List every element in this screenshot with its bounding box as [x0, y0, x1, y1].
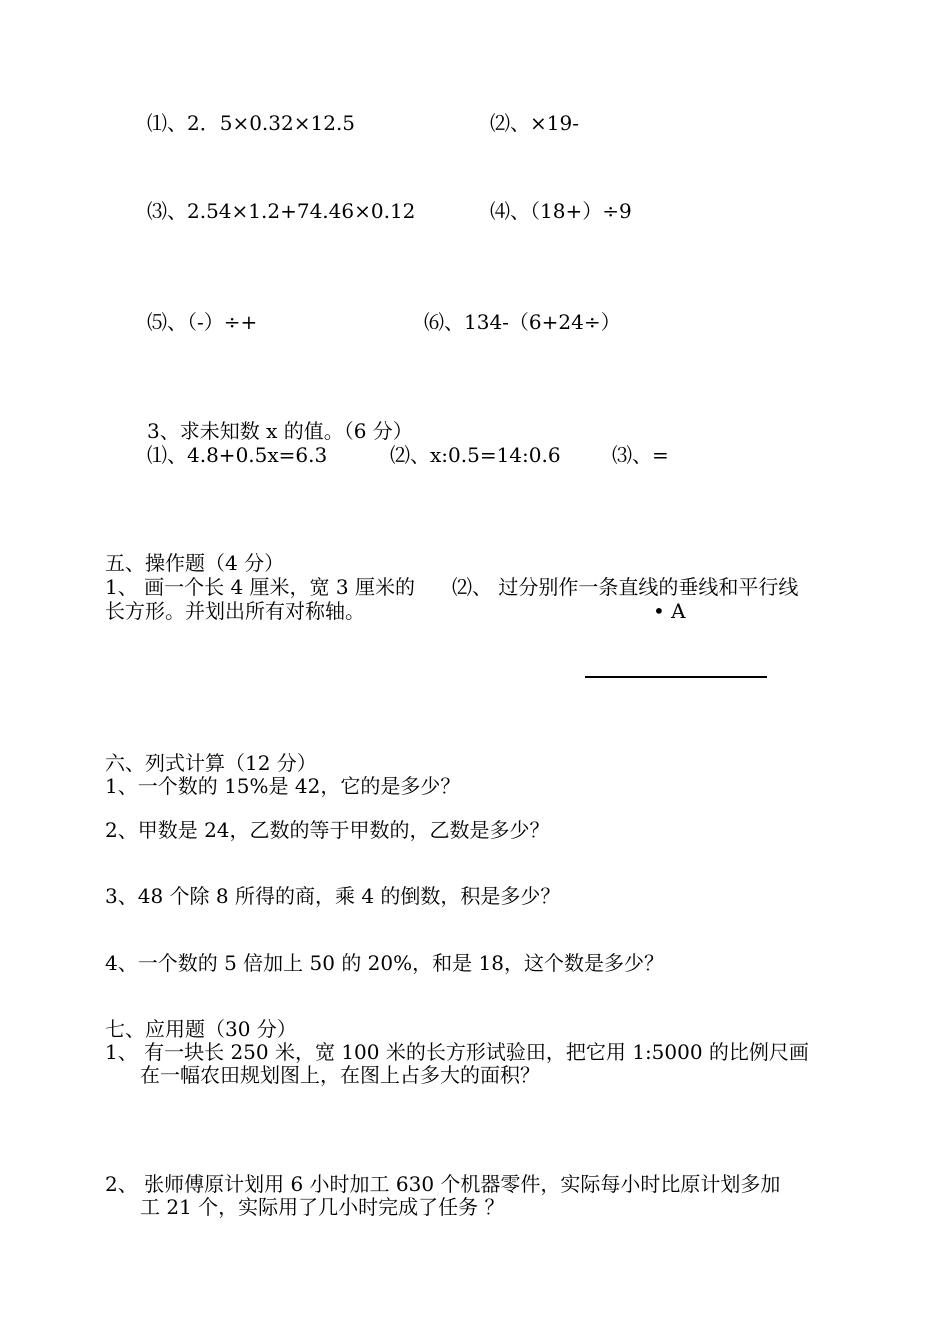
section6-q4: 4、一个数的 5 倍加上 50 的 20%，和是 18，这个数是多少？	[105, 951, 664, 975]
section6-title: 六、列式计算（12 分）	[105, 751, 317, 775]
calc-item-6: ⑹、134-（6+24÷）	[424, 310, 621, 334]
section5-q1-line1: 1、 画一个长 4 厘米，宽 3 厘米的	[105, 575, 415, 599]
calc-item-3: ⑶、2.54×1.2+74.46×0.12	[147, 199, 416, 223]
calc-item-2: ⑵、×19-	[490, 111, 579, 135]
section5-q2: ⑵、 过分别作一条直线的垂线和平行线	[452, 575, 799, 599]
equation-3: ⑶、=	[612, 443, 669, 467]
section6-q2: 2、甲数是 24，乙数的等于甲数的，乙数是多少？	[105, 818, 550, 842]
section6-q3: 3、48 个除 8 所得的商，乘 4 的倒数，积是多少？	[105, 884, 561, 908]
section6-q1: 1、一个数的 15%是 42，它的是多少？	[105, 774, 461, 798]
section7-q1-line1: 1、 有一块长 250 米，宽 100 米的长方形试验田，把它用 1:5000 的比例尺画	[105, 1040, 809, 1064]
point-a-label: • A	[653, 599, 686, 623]
calc-item-1: ⑴、2．5×0.32×12.5	[147, 111, 356, 135]
section7-title: 七、应用题（30 分）	[105, 1017, 297, 1041]
section7-q1-line2: 在一幅农田规划图上，在图上占多大的面积？	[140, 1063, 540, 1087]
equation-2: ⑵、x:0.5=14:0.6	[390, 443, 561, 467]
section5-q1-line2: 长方形。并划出所有对称轴。	[105, 599, 365, 623]
equation-1: ⑴、4.8+0.5x=6.3	[147, 443, 328, 467]
section5-title: 五、操作题（4 分）	[105, 551, 285, 575]
given-straight-line	[585, 676, 767, 678]
section7-q2-line1: 2、 张师傅原计划用 6 小时加工 630 个机器零件，实际每小时比原计划多加	[105, 1172, 781, 1196]
calc-item-4: ⑷、（18+）÷9	[490, 199, 632, 223]
section7-q2-line2: 工 21 个，实际用了几小时完成了任务 ？	[140, 1195, 505, 1219]
calc-item-5: ⑸、（-）÷+	[147, 310, 258, 334]
equations-title: 3、求未知数 x 的值。（6 分）	[147, 419, 413, 443]
